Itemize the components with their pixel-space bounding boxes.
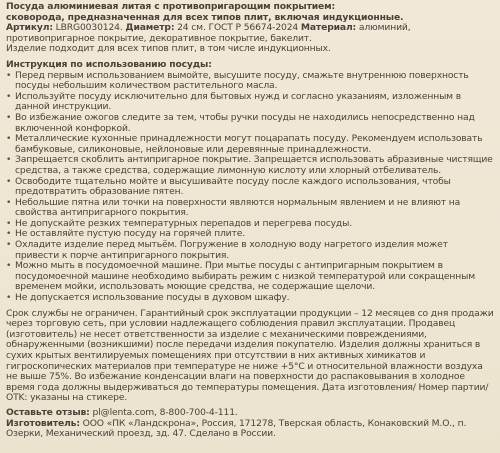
diameter-label: Диаметр: [125, 22, 175, 34]
instruction-item: • Во избежание ожогов следите за тем, чтобы ручки посуды не находились непосредственно над включенной конфоркой. [6, 113, 494, 134]
manufacturer-label: Изготовитель: [6, 417, 80, 429]
instruction-item: • Можно мыть в посудомоечной машине. При мытье посуды с антипригарным покрытием в посудомоечной машине необходимо выбирать режим с низкой температурой или сокращенным временем мойки, использовать моющие средства, не содержащие щелочи. [6, 261, 494, 293]
manufacturer-line [6, 419, 494, 440]
instruction-item: • Охладите изделие перед мытьём. Погружение в холодную воду нагретого изделия может привести к порче антипригарного покрытия. [6, 240, 494, 261]
instruction-item: • Не допускайте резких температурных перепадов и перегрева посуды. [6, 219, 494, 230]
product-title-line-1: Посуда алюминиевая литая с противопригарощим покрытием: [6, 1, 336, 12]
instruction-item: • Используйте посуду исключительно для бытовых нужд и согласно указаниям, изложенным в данной инструкции. [6, 92, 494, 113]
instruction-item: • Освободите тщательно мойте и высушивайте посуду после каждого использования, чтобы предотвратить образование пятен. [6, 177, 494, 198]
product-title-line-2: сковорода, предназначенная для всех типов плит, включая индукционные. [6, 11, 404, 23]
instructions-list [6, 71, 494, 304]
article-label: Артикул: [6, 22, 53, 34]
material-value: алюминий, [356, 22, 411, 34]
coating-line: противопригарное покрытие, декоративное покрытие, бакелит. [6, 32, 312, 44]
instruction-item: • Перед первым использованием вымойте, высушите посуду, смажьте внутреннюю поверхность посуды небольшим количеством растительного масла. [6, 71, 494, 92]
instruction-item: • Небольшие пятна или точки на поверхности являются нормальным явлением и не влияют на свойства антипригарного покрытия. [6, 198, 494, 219]
instruction-item: • Не оставляйте пустую посуду на горячей плите. [6, 229, 494, 240]
manufacturer-value: ООО «ПК «Ландскрона», Россия, 171278, Тверская область, Конаковский М.О., п. Озерки, Механический проезд, зд. 47. Сделано в России. [6, 417, 467, 440]
material-label: Материал: [300, 22, 357, 34]
instructions-title: Инструкция по использованию посуды: [6, 58, 212, 70]
article-value: LBRG0030124. [52, 22, 126, 34]
plate-compatibility-line: Изделие подходит для всех типов плит, в том числе индукционных. [6, 43, 331, 55]
warranty-paragraph: Срок службы не ограничен. Гарантийный срок эксплуатации продукции – 12 месяцев со дня продажи через торговую сеть, при условии надлежащего соблюдения правил эксплуатации. Продавец (изготовитель) не несет ответственности за изделие с механическими повреждениями, обнаруженными (возникшими) после передачи изделия покупателю. Изделия должны храниться в сухих крытых вентилируемых помещениях при отсутствии в них активных химикатов и гигроскопических материалов при температуре не ниже +5°С и относительной влажности воздуха не выше 75%. Во избежание конденсации влаги на поверхности до распаковывания в холодное время года должны выдерживаться до температуры помещения. Дата изготовления/ Номер партии/ OTK: указаны на стикере. [6, 307, 494, 404]
instruction-item: • Металлические кухонные принадлежности могут поцарапать посуду. Рекомендуем использовать бамбуковые, силиконовые, нейлоновые или деревянные принадлежности. [6, 134, 494, 155]
instruction-item: • Не допускается использование посуды в духовом шкафу. [6, 293, 494, 304]
feedback-value: pl@lenta.com, 8-800-700-4-111. [89, 406, 238, 418]
diameter-value: 24 см. ГОСТ Р 56674-2024 [174, 22, 301, 34]
instruction-item: • Запрещается скоблить антипригарное покрытие. Запрещается использовать абразивные чистящие средства, а также средства, содержащие лимонную кислоту или хлорный отбеливатель. [6, 155, 494, 176]
feedback-label: Оставьте отзыв: [6, 406, 90, 418]
